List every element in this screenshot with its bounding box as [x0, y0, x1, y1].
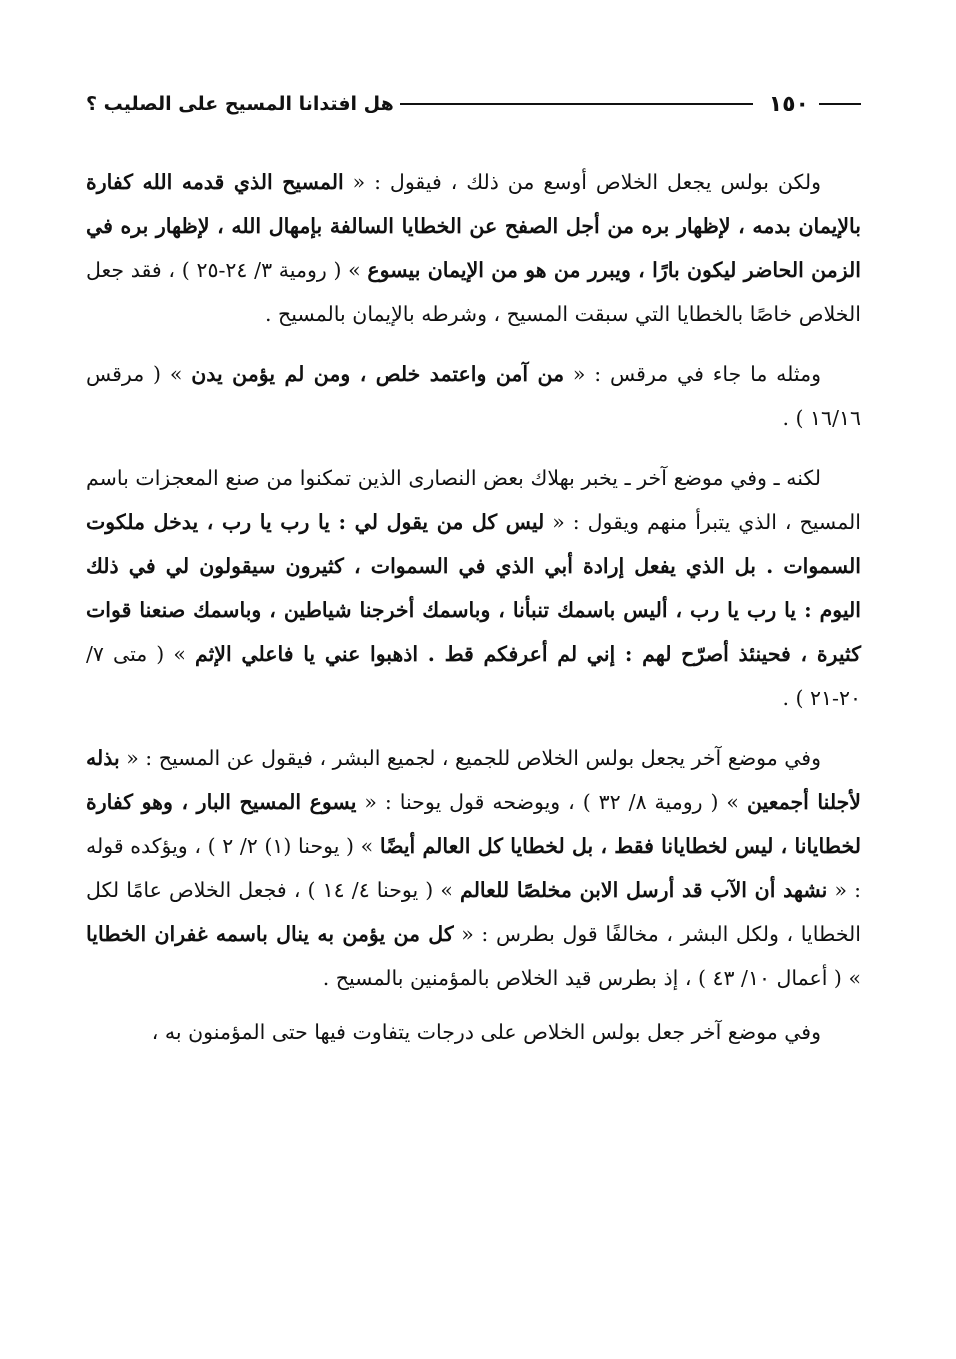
page-header [86, 84, 861, 124]
paragraph-1 [86, 160, 861, 336]
paragraph-text: ومثله ما جاء في مرقس : « [564, 362, 821, 386]
paragraph-text: » ( يوحنا ٤/ ١٤ ) ، فجعل الخلاص عامًا لكل الخطايا ، ولكل البشر ، مخالفًا قول بطرس : « [86, 878, 861, 946]
scripture-quote: يسوع المسيح البار ، وهو كفارة لخطايانا ، ليس لخطايانا فقط ، بل لخطايا كل العالم أيضًا [86, 790, 861, 858]
header-rule-right [819, 103, 861, 105]
scripture-quote: المسيح الذي قدمه الله كفارة بالإيمان بدمه ، لإظهار بره من أجل الصفح عن الخطايا السالفة بإمهال الله ، لإظهار بره في الزمن الحاضر ليكون بارًا ، ويبرر من هو من الإيمان بيسوع [86, 170, 862, 282]
paragraph-text: لكنه ـ وفي موضع آخر ـ يخبر بهلاك بعض النصارى الذين تمكنوا من صنع المعجزات باسم المسيح ، الذي يتبرأ منهم ويقول : « [86, 466, 862, 534]
scripture-quote: بذله لأجلنا أجمعين [86, 746, 861, 814]
scripture-quote: نشهد أن الآب قد أرسل الابن مخلصًا للعالم [460, 878, 828, 902]
paragraph-2 [86, 352, 861, 440]
paragraph-text: » ( أعمال ١٠/ ٤٣ ) ، إذ بطرس قيد الخلاص بالمؤمنين بالمسيح . [322, 966, 861, 990]
scripture-quote: ليس كل من يقول لي : يا رب يا رب ، يدخل ملكوت السموات . بل الذي يفعل إرادة أبي الذي في السموات ، كثيرون سيقولون لي في ذلك اليوم : يا رب يا رب ، أليس باسمك تنبأنا ، وباسمك أخرجنا شياطين ، وباسمك صنعنا قوات كثيرة ، فحينئذ أصرّح لهم : إني لم أعرفكم قط . اذهبوا عني يا فاعلي الإثم [86, 510, 862, 666]
scripture-quote: من آمن واعتمد خلص ، ومن لم يؤمن يدن [191, 362, 565, 386]
paragraph-4 [86, 736, 861, 1000]
running-title: هل افتدانا المسيح على الصليب ؟ [86, 93, 394, 115]
paragraph-text: وفي موضع آخر يجعل بولس الخلاص للجميع ، لجميع البشر ، فيقول عن المسيح : « [119, 746, 821, 770]
paragraph-text: ولكن بولس يجعل الخلاص أوسع من ذلك ، فيقول : « [343, 170, 821, 194]
paragraph-text: » ( مرقس ١٦/١٦ ) . [86, 362, 861, 430]
paragraph-text: » ( رومية ٨/ ٣٢ ) ، ويوضحه قول يوحنا : « [356, 790, 747, 814]
header-rule-middle [400, 103, 753, 105]
body-text [86, 160, 861, 1070]
scripture-quote: كل من يؤمن به ينال باسمه غفران الخطايا [86, 922, 454, 946]
paragraph-3 [86, 456, 861, 720]
paragraph-5 [86, 1010, 861, 1054]
page-number: ١٥٠ [768, 91, 809, 117]
paragraph-text: » ( متى ٧/ ٢٠-٢١ ) . [86, 642, 861, 710]
paragraph-text: » ( يوحنا (١) ٢/ ٢ ) ، ويؤكده قوله : « [86, 834, 862, 902]
paragraph-text: » ( رومية ٣/ ٢٤-٢٥ ) ، فقد جعل الخلاص خاصًا بالخطايا التي سبقت المسيح ، وشرطه بالإيمان بالمسيح . [86, 258, 861, 326]
paragraph-text: وفي موضع آخر جعل بولس الخلاص على درجات يتفاوت فيها حتى المؤمنون به ، [151, 1020, 821, 1044]
